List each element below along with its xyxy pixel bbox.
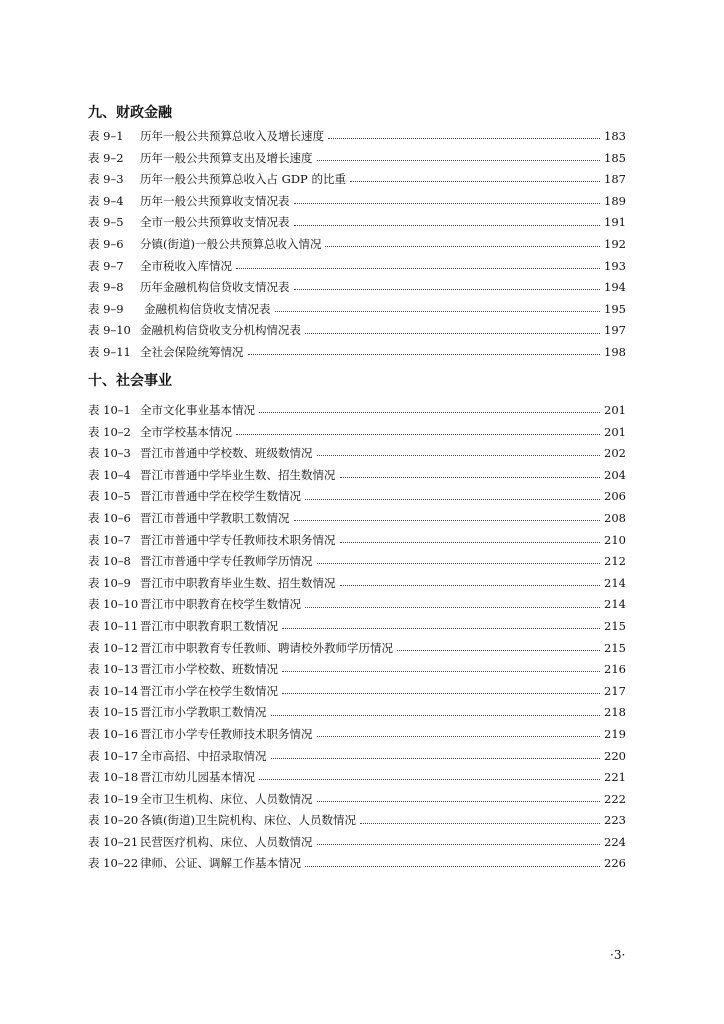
dot-leader xyxy=(328,138,600,139)
dot-leader xyxy=(340,542,601,543)
dot-leader xyxy=(305,607,600,608)
toc-entry[interactable] xyxy=(88,681,626,703)
toc-table-number: 表 10–22 xyxy=(88,856,139,871)
dot-leader xyxy=(317,736,601,737)
toc-table-number: 表 9–9 xyxy=(88,301,124,316)
toc-entry[interactable] xyxy=(88,148,626,170)
toc-page-number: 223 xyxy=(604,813,626,828)
toc-page-number: 224 xyxy=(604,834,626,849)
toc-page-number: 187 xyxy=(604,172,626,187)
toc-page-number: 201 xyxy=(604,403,626,417)
toc-entry[interactable] xyxy=(88,299,626,321)
section-title-finance: 九、财政金融 xyxy=(88,105,172,121)
toc-table-number: 表 10–9 xyxy=(88,575,131,590)
toc-page-number: 193 xyxy=(604,258,626,273)
dot-leader xyxy=(282,628,600,629)
toc-entry-title: 晋江市普通中学校数、班级数情况 xyxy=(140,446,313,461)
toc-table-number: 表 9–3 xyxy=(88,172,124,187)
toc-table-number: 表 10–15 xyxy=(88,705,139,720)
toc-entry-title: 全市一般公共预算收支情况表 xyxy=(140,215,290,230)
toc-table-number: 表 10–7 xyxy=(88,532,131,547)
dot-leader xyxy=(248,354,601,355)
toc-entry[interactable] xyxy=(88,169,626,191)
toc-table-number: 表 10–10 xyxy=(88,597,139,612)
toc-table-number: 表 9–1 xyxy=(88,129,124,143)
toc-page-number: 192 xyxy=(604,236,626,251)
toc-entry-title: 历年一般公共预算支出及增长速度 xyxy=(140,150,313,165)
toc-table-number: 表 10–14 xyxy=(88,683,139,698)
toc-table-number: 表 9–5 xyxy=(88,215,124,230)
toc-table-number: 表 10–8 xyxy=(88,554,131,569)
dot-leader xyxy=(294,520,601,521)
toc-table-number: 表 10–11 xyxy=(88,618,139,633)
toc-entry-title: 晋江市幼儿园基本情况 xyxy=(140,770,255,785)
toc-table-number: 表 9–8 xyxy=(88,280,124,295)
toc-page-number: 202 xyxy=(604,446,626,461)
toc-page-number: 212 xyxy=(604,554,626,569)
dot-leader xyxy=(259,779,600,780)
toc-page-number: 198 xyxy=(604,344,626,359)
toc-page-number: 194 xyxy=(604,280,626,295)
toc-entry-title: 全市卫生机构、床位、人员数情况 xyxy=(140,791,313,806)
toc-table-number: 表 10–5 xyxy=(88,489,131,504)
toc-page-number: 210 xyxy=(604,532,626,547)
toc-table-number: 表 10–21 xyxy=(88,834,139,849)
dot-leader xyxy=(317,801,601,802)
toc-entry[interactable] xyxy=(88,530,626,552)
toc-table-number: 表 9–7 xyxy=(88,258,124,273)
toc-page-number: 195 xyxy=(604,301,626,316)
dot-leader xyxy=(259,412,600,413)
toc-entry-title: 历年一般公共预算总收入及增长速度 xyxy=(140,129,324,143)
toc-entry[interactable] xyxy=(88,342,626,364)
dot-leader xyxy=(397,650,600,651)
dot-leader xyxy=(236,268,600,269)
toc-entry[interactable] xyxy=(88,422,626,444)
toc-entry[interactable] xyxy=(88,191,626,213)
toc-entry-title: 晋江市中职教育在校学生数情况 xyxy=(140,597,301,612)
toc-page-number: 197 xyxy=(604,323,626,338)
dot-leader xyxy=(317,160,601,161)
dot-leader xyxy=(236,434,600,435)
toc-table-number: 表 10–12 xyxy=(88,640,139,655)
toc-entry-title: 晋江市小学校数、班数情况 xyxy=(140,662,278,677)
toc-table-number: 表 10–13 xyxy=(88,662,139,677)
toc-entry[interactable] xyxy=(88,724,626,746)
toc-entry-title: 金融机构信贷收支情况表 xyxy=(144,301,271,316)
toc-entry[interactable] xyxy=(88,702,626,724)
toc-table-number: 表 9–6 xyxy=(88,236,124,251)
toc-table-number: 表 10–1 xyxy=(88,403,131,417)
toc-list-social xyxy=(88,400,626,875)
toc-entry[interactable] xyxy=(88,320,626,342)
toc-page-number: 208 xyxy=(604,510,626,525)
toc-table-number: 表 10–20 xyxy=(88,813,139,828)
toc-page-number: 217 xyxy=(604,683,626,698)
toc-entry-title: 晋江市普通中学专任教师学历情况 xyxy=(140,554,313,569)
toc-entry-title: 晋江市小学专任教师技术职务情况 xyxy=(140,726,313,741)
dot-leader xyxy=(340,585,601,586)
toc-entry[interactable] xyxy=(88,277,626,299)
toc-entry-title: 分镇(街道)一般公共预算总收入情况 xyxy=(140,236,322,251)
toc-entry[interactable] xyxy=(88,616,626,638)
dot-leader xyxy=(294,289,601,290)
dot-leader xyxy=(305,499,600,500)
toc-entry-title: 晋江市小学在校学生数情况 xyxy=(140,683,278,698)
dot-leader xyxy=(294,225,601,226)
toc-page-number: 216 xyxy=(604,662,626,677)
toc-entry-title: 晋江市普通中学专任教师技术职务情况 xyxy=(140,532,336,547)
dot-leader xyxy=(305,333,600,334)
dot-leader xyxy=(294,203,601,204)
toc-page-number: 215 xyxy=(604,618,626,633)
dot-leader xyxy=(271,758,601,759)
toc-page-number: 183 xyxy=(604,129,626,143)
toc-table-number: 表 9–10 xyxy=(88,323,131,338)
toc-table-number: 表 10–19 xyxy=(88,791,139,806)
toc-entry-title: 全市高招、中招录取情况 xyxy=(140,748,267,763)
toc-page-number: 222 xyxy=(604,791,626,806)
toc-page-number: 215 xyxy=(604,640,626,655)
dot-leader xyxy=(360,823,600,824)
toc-entry[interactable] xyxy=(88,767,626,789)
toc-entry[interactable] xyxy=(88,746,626,768)
toc-page-number: 206 xyxy=(604,489,626,504)
toc-entry[interactable] xyxy=(88,810,626,832)
toc-entry-title: 律师、公证、调解工作基本情况 xyxy=(140,856,301,871)
toc-entry-title: 晋江市中职教育职工数情况 xyxy=(140,618,278,633)
toc-page-number: 214 xyxy=(604,575,626,590)
toc-table-number: 表 9–11 xyxy=(88,344,131,359)
toc-entry-title: 晋江市小学教职工数情况 xyxy=(140,705,267,720)
toc-entry[interactable] xyxy=(88,789,626,811)
dot-leader xyxy=(275,311,601,312)
toc-entry[interactable] xyxy=(88,853,626,875)
toc-table-number: 表 10–18 xyxy=(88,770,139,785)
toc-entry-title: 民营医疗机构、床位、人员数情况 xyxy=(140,834,313,849)
toc-page-number: 204 xyxy=(604,467,626,482)
toc-entry-title: 全市学校基本情况 xyxy=(140,424,232,439)
dot-leader xyxy=(325,246,600,247)
toc-entry-title: 金融机构信贷收支分机构情况表 xyxy=(140,323,301,338)
toc-entry-title: 晋江市普通中学在校学生数情况 xyxy=(140,489,301,504)
toc-page-number: 214 xyxy=(604,597,626,612)
toc-page-number: 185 xyxy=(604,150,626,165)
toc-entry[interactable] xyxy=(88,551,626,573)
toc-entry[interactable] xyxy=(88,400,626,422)
toc-entry-title: 全社会保险统筹情况 xyxy=(140,344,244,359)
toc-table-number: 表 10–6 xyxy=(88,510,131,525)
toc-page-number: 220 xyxy=(604,748,626,763)
toc-entry-title: 晋江市普通中学毕业生数、招生数情况 xyxy=(140,467,336,482)
toc-page-number: 201 xyxy=(604,424,626,439)
toc-entry-title: 晋江市中职教育毕业生数、招生数情况 xyxy=(140,575,336,590)
dot-leader xyxy=(282,671,600,672)
toc-entry-title: 全市税收入库情况 xyxy=(140,258,232,273)
toc-entry[interactable] xyxy=(88,443,626,465)
toc-table-number: 表 10–16 xyxy=(88,726,139,741)
dot-leader xyxy=(317,844,601,845)
toc-entry-title: 历年一般公共预算总收入占 GDP 的比重 xyxy=(140,172,346,187)
dot-leader xyxy=(282,693,600,694)
dot-leader xyxy=(340,477,601,478)
toc-entry[interactable] xyxy=(88,486,626,508)
dot-leader xyxy=(350,181,600,182)
toc-entry[interactable] xyxy=(88,234,626,256)
dot-leader xyxy=(271,715,601,716)
toc-entry[interactable] xyxy=(88,638,626,660)
toc-entry-title: 历年一般公共预算收支情况表 xyxy=(140,193,290,208)
page-number: ·3· xyxy=(610,948,626,962)
toc-entry-title: 全市文化事业基本情况 xyxy=(140,403,255,417)
toc-entry[interactable] xyxy=(88,256,626,278)
toc-list-finance xyxy=(88,126,626,364)
toc-page-number: 189 xyxy=(604,193,626,208)
toc-entry-title: 晋江市中职教育专任教师、聘请校外教师学历情况 xyxy=(140,640,393,655)
toc-page-number: 191 xyxy=(604,215,626,230)
toc-table-number: 表 9–4 xyxy=(88,193,124,208)
toc-entry-title: 晋江市普通中学教职工数情况 xyxy=(140,510,290,525)
toc-table-number: 表 10–2 xyxy=(88,424,131,439)
toc-page-number: 221 xyxy=(604,770,626,785)
toc-entry[interactable] xyxy=(88,126,626,148)
toc-entry[interactable] xyxy=(88,573,626,595)
toc-table-number: 表 10–17 xyxy=(88,748,139,763)
toc-table-number: 表 10–3 xyxy=(88,446,131,461)
toc-page-number: 226 xyxy=(604,856,626,871)
section-title-social: 十、社会事业 xyxy=(88,373,172,389)
toc-table-number: 表 9–2 xyxy=(88,150,124,165)
toc-entry-title: 各镇(街道)卫生院机构、床位、人员数情况 xyxy=(140,813,356,828)
toc-page-number: 219 xyxy=(604,726,626,741)
toc-entry-title: 历年金融机构信贷收支情况表 xyxy=(140,280,290,295)
toc-entry[interactable] xyxy=(88,212,626,234)
toc-entry[interactable] xyxy=(88,832,626,854)
toc-table-number: 表 10–4 xyxy=(88,467,131,482)
toc-entry[interactable] xyxy=(88,659,626,681)
toc-page-number: 218 xyxy=(604,705,626,720)
toc-entry[interactable] xyxy=(88,594,626,616)
dot-leader xyxy=(317,455,601,456)
toc-entry[interactable] xyxy=(88,508,626,530)
toc-entry[interactable] xyxy=(88,465,626,487)
dot-leader xyxy=(305,866,600,867)
dot-leader xyxy=(317,563,601,564)
